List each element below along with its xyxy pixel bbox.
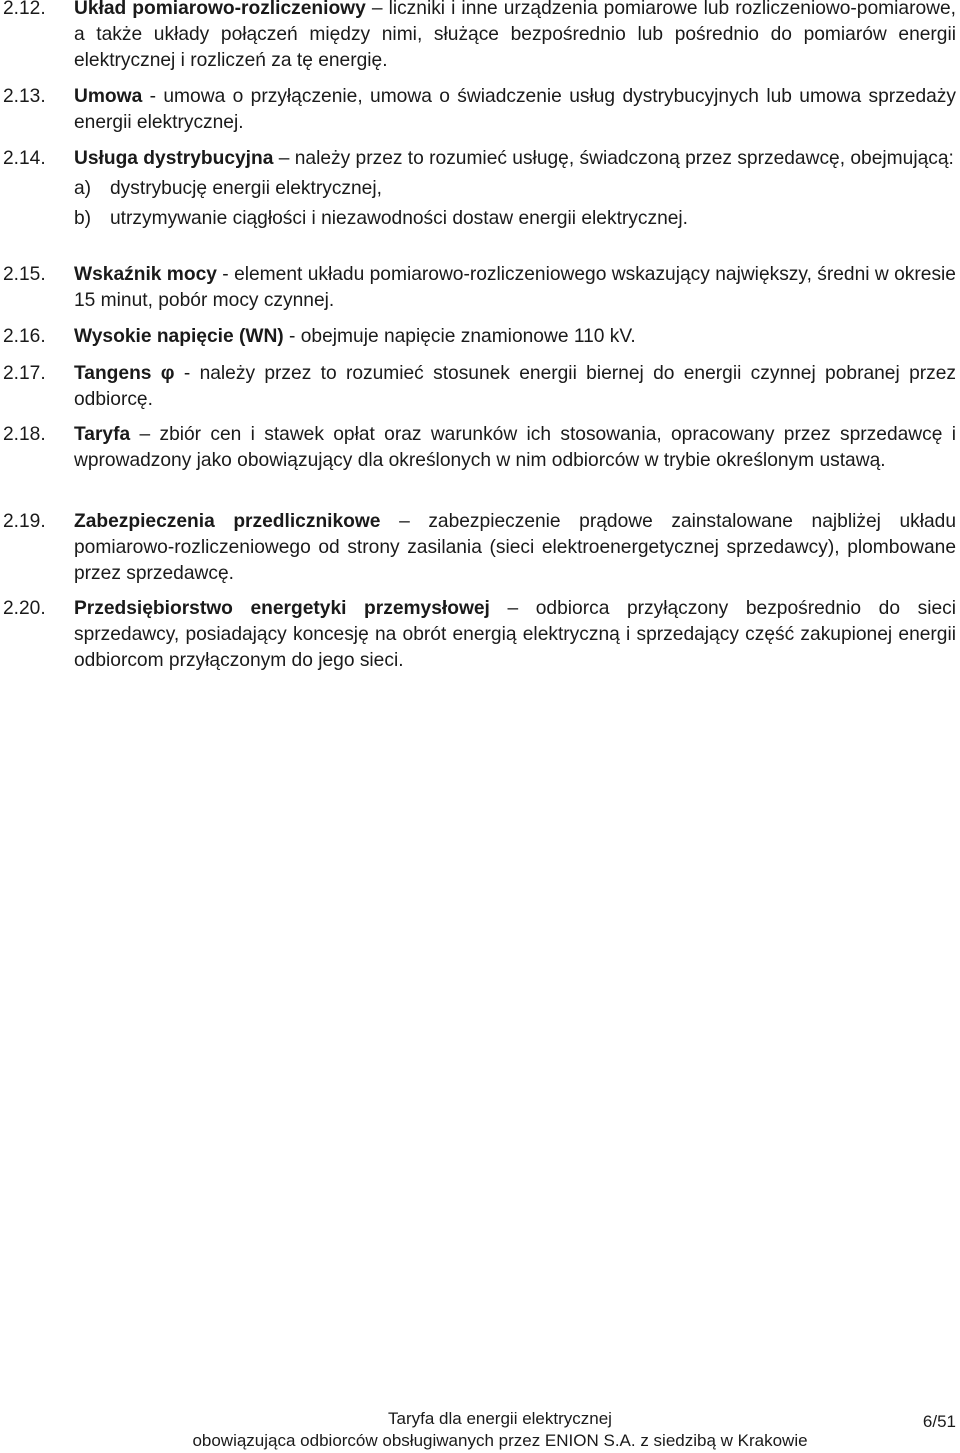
definition-2-18 — [3, 422, 956, 474]
list-item — [74, 176, 956, 202]
definition-2-19 — [3, 509, 956, 587]
definition-text: zabezpieczenie prądowe zainstalowane najbliżej układu pomiarowo-rozliczeniowego od strony zasilania (sieci elektroenergetycznej sprzedawcy), plombowane przez sprzedawcę. — [74, 511, 956, 584]
definition-number: 2.16. — [3, 326, 46, 347]
definition-separator: – — [380, 511, 429, 532]
definition-term: Taryfa — [74, 424, 131, 445]
footer-title: Taryfa dla energii elektrycznej — [388, 1409, 612, 1428]
definition-2-14 — [3, 146, 956, 236]
definition-subitems — [74, 176, 956, 232]
list-marker: b) — [74, 208, 92, 229]
definition-text: zbiór cen i stawek opłat oraz warunków ich stosowania, opracowany przez sprzedawcę i wprowadzony jako obowiązujący dla określonych w nim odbiorców w trybie określonym ustawą. — [74, 424, 956, 471]
definition-term: Zabezpieczenia przedlicznikowe — [74, 511, 381, 532]
definition-term: Przedsiębiorstwo energetyki przemysłowej — [74, 598, 490, 619]
definition-number: 2.15. — [3, 264, 46, 285]
definition-separator: - — [283, 326, 301, 347]
definition-2-12 — [3, 0, 956, 74]
list-item — [74, 206, 956, 232]
definition-number: 2.20. — [3, 598, 46, 619]
definition-text: liczniki i inne urządzenia pomiarowe lub rozliczeniowo-pomiarowe, a także układy połączeń między nimi, służące bezpośrednio lub pośrednio do pomiarów energii elektrycznej i rozliczeń za tę energię. — [74, 0, 956, 71]
definition-number: 2.19. — [3, 511, 46, 532]
definition-text: umowa o przyłączenie, umowa o świadczenie usług dystrybucyjnych lub umowa sprzedaży energii elektrycznej. — [74, 86, 956, 133]
definition-separator: – — [489, 598, 536, 619]
list-marker: a) — [74, 178, 92, 199]
definition-separator: - — [216, 264, 235, 285]
page-number: 6/51 — [922, 1412, 956, 1431]
definition-2-20 — [3, 596, 956, 674]
definition-separator: – — [273, 148, 295, 169]
definition-term: Umowa — [74, 86, 143, 107]
definition-term: Usługa dystrybucyjna — [74, 148, 274, 169]
definition-separator: - — [142, 86, 164, 107]
definition-text: odbiorca przyłączony bezpośrednio do sieci sprzedawcy, posiadający koncesję na obrót energią elektryczną i sprzedający część zakupionej energii odbiorcom przyłączonym do jego sieci. — [74, 598, 956, 671]
definition-separator: - — [174, 363, 200, 384]
definition-number: 2.13. — [3, 86, 46, 107]
definition-term: Układ pomiarowo-rozliczeniowy — [74, 0, 366, 19]
list-item-text: utrzymywanie ciągłości i niezawodności dostaw energii elektrycznej. — [110, 208, 689, 229]
definition-number: 2.12. — [3, 0, 46, 19]
definition-number: 2.18. — [3, 424, 46, 445]
list-item-text: dystrybucję energii elektrycznej, — [110, 178, 382, 199]
definition-2-13 — [3, 84, 956, 136]
definition-term: Wskaźnik mocy — [74, 264, 217, 285]
definition-2-15 — [3, 262, 956, 314]
definition-text: należy przez to rozumieć stosunek energii biernej do energii czynnej pobranej przez odbiorcę. — [74, 363, 956, 410]
definition-2-16 — [3, 324, 956, 350]
definition-2-17 — [3, 361, 956, 413]
definition-text: należy przez to rozumieć usługę, świadczoną przez sprzedawcę, obejmującą: — [294, 148, 954, 169]
definition-text: obejmuje napięcie znamionowe 110 kV. — [300, 326, 636, 347]
definition-separator: – — [130, 424, 160, 445]
definition-number: 2.14. — [3, 148, 46, 169]
definition-separator: – — [365, 0, 389, 19]
footer-subtitle: obowiązująca odbiorców obsługiwanych przez ENION S.A. z siedzibą w Krakowie — [192, 1431, 808, 1450]
definition-text: element układu pomiarowo-rozliczeniowego wskazujący największy, średni w okresie 15 minut, pobór mocy czynnej. — [74, 264, 956, 311]
definition-term: Wysokie napięcie (WN) — [74, 326, 284, 347]
definition-number: 2.17. — [3, 363, 46, 384]
definition-term: Tangens φ — [74, 363, 175, 384]
